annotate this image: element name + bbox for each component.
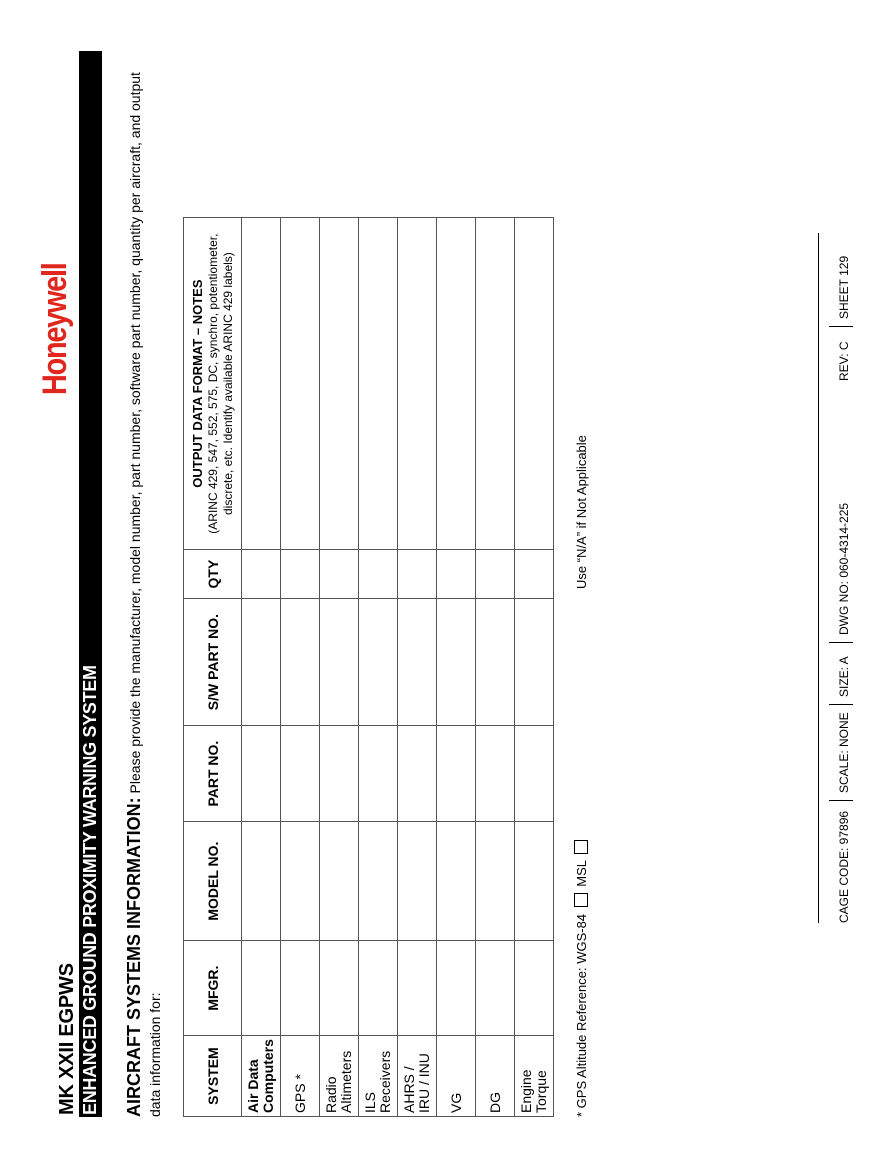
mfgr-cell[interactable] [398, 941, 437, 1036]
model-cell[interactable] [359, 822, 398, 941]
model-cell[interactable] [437, 822, 476, 941]
col-sw-part: S/W PART NO. [184, 599, 242, 726]
footer-divider [829, 704, 853, 705]
model-cell[interactable] [476, 822, 515, 941]
notes-cell[interactable] [281, 218, 320, 550]
part-cell[interactable] [242, 726, 281, 822]
table-row [242, 218, 281, 1117]
qty-cell[interactable] [476, 550, 515, 599]
sw-part-cell[interactable] [242, 599, 281, 726]
system-cell: DG [476, 1036, 515, 1117]
notes-detail: (ARINC 429, 547, 552, 575, DC, synchro, potentiometer, discrete, etc. Identify available ARINC 429 labels) [205, 233, 235, 534]
na-note: Use “N/A” if Not Applicable [574, 435, 589, 589]
scale: SCALE: NONE [837, 712, 851, 793]
table-row [398, 218, 437, 1117]
mfgr-cell[interactable] [437, 941, 476, 1036]
mfgr-cell[interactable] [476, 941, 515, 1036]
qty-cell[interactable] [437, 550, 476, 599]
part-cell[interactable] [281, 726, 320, 822]
part-cell[interactable] [437, 726, 476, 822]
table-row [320, 218, 359, 1117]
mfgr-cell[interactable] [320, 941, 359, 1036]
sw-part-cell[interactable] [398, 599, 437, 726]
sw-part-cell[interactable] [359, 599, 398, 726]
sw-part-cell[interactable] [515, 599, 554, 726]
col-system: SYSTEM [184, 1036, 242, 1117]
system-cell: Engine Torque [515, 1036, 554, 1117]
system-cell: GPS * [281, 1036, 320, 1117]
model-cell[interactable] [320, 822, 359, 941]
table-header-row [184, 218, 242, 1117]
msl-checkbox[interactable] [574, 840, 588, 854]
notes-cell[interactable] [476, 218, 515, 550]
wgs84-checkbox[interactable] [574, 893, 588, 907]
qty-cell[interactable] [359, 550, 398, 599]
document-subtitle: ENHANCED GROUND PROXIMITY WARNING SYSTEM [80, 665, 100, 1115]
notes-cell[interactable] [242, 218, 281, 550]
notes-title: OUTPUT DATA FORMAT – NOTES [189, 279, 205, 488]
model-cell[interactable] [242, 822, 281, 941]
footer-divider [829, 800, 853, 801]
subtitle-bar [79, 51, 102, 1117]
table-row [359, 218, 398, 1117]
honeywell-logo: Honeywell [36, 263, 74, 395]
notes-cell[interactable] [398, 218, 437, 550]
mfgr-cell[interactable] [515, 941, 554, 1036]
footer-divider [829, 642, 853, 643]
notes-cell[interactable] [359, 218, 398, 550]
part-cell[interactable] [476, 726, 515, 822]
sw-part-cell[interactable] [437, 599, 476, 726]
model-cell[interactable] [281, 822, 320, 941]
model-cell[interactable] [398, 822, 437, 941]
dwg-no: DWG NO: 060-4314-225 [837, 502, 851, 635]
qty-cell[interactable] [515, 550, 554, 599]
system-cell: AHRS / IRU / INU [398, 1036, 437, 1117]
intro-text: Please provide the manufacturer, model number, part number, software part number, quantity per aircraft, and output data information for: [127, 72, 163, 1117]
sw-part-cell[interactable] [320, 599, 359, 726]
qty-cell[interactable] [398, 550, 437, 599]
system-cell: Radio Altimeters [320, 1036, 359, 1117]
document-title: MK XXII EGPWS [56, 963, 78, 1115]
sw-part-cell[interactable] [476, 599, 515, 726]
intro-paragraph [124, 47, 165, 1117]
col-model: MODEL NO. [184, 822, 242, 941]
revision: REV: C [837, 341, 851, 381]
table-row [281, 218, 320, 1117]
col-mfgr: MFGR. [184, 941, 242, 1036]
notes-cell[interactable] [437, 218, 476, 550]
system-cell: Air Data Computers [242, 1036, 281, 1117]
qty-cell[interactable] [242, 550, 281, 599]
msl-label: MSL [574, 860, 589, 887]
title-block-footer [818, 233, 851, 923]
cage-code: CAGE CODE: 97896 [837, 810, 851, 923]
gps-altitude-reference [574, 837, 589, 1117]
table-row [437, 218, 476, 1117]
sheet-number: SHEET 129 [837, 255, 851, 319]
intro-lead: AIRCRAFT SYSTEMS INFORMATION: [124, 797, 144, 1117]
part-cell[interactable] [398, 726, 437, 822]
part-cell[interactable] [359, 726, 398, 822]
part-cell[interactable] [515, 726, 554, 822]
col-notes [184, 218, 242, 550]
qty-cell[interactable] [281, 550, 320, 599]
part-cell[interactable] [320, 726, 359, 822]
footer-divider [829, 326, 853, 327]
sw-part-cell[interactable] [281, 599, 320, 726]
mfgr-cell[interactable] [359, 941, 398, 1036]
size: SIZE: A [837, 656, 851, 697]
col-qty: QTY [184, 550, 242, 599]
model-cell[interactable] [515, 822, 554, 941]
footnote-text: * GPS Altitude Reference: WGS-84 [574, 913, 589, 1117]
notes-cell[interactable] [320, 218, 359, 550]
system-cell: VG [437, 1036, 476, 1117]
mfgr-cell[interactable] [281, 941, 320, 1036]
table-row [515, 218, 554, 1117]
aircraft-systems-table [183, 217, 554, 1117]
notes-cell[interactable] [515, 218, 554, 550]
col-part: PART NO. [184, 726, 242, 822]
mfgr-cell[interactable] [242, 941, 281, 1036]
table-row [476, 218, 515, 1117]
system-cell: ILS Receivers [359, 1036, 398, 1117]
qty-cell[interactable] [320, 550, 359, 599]
